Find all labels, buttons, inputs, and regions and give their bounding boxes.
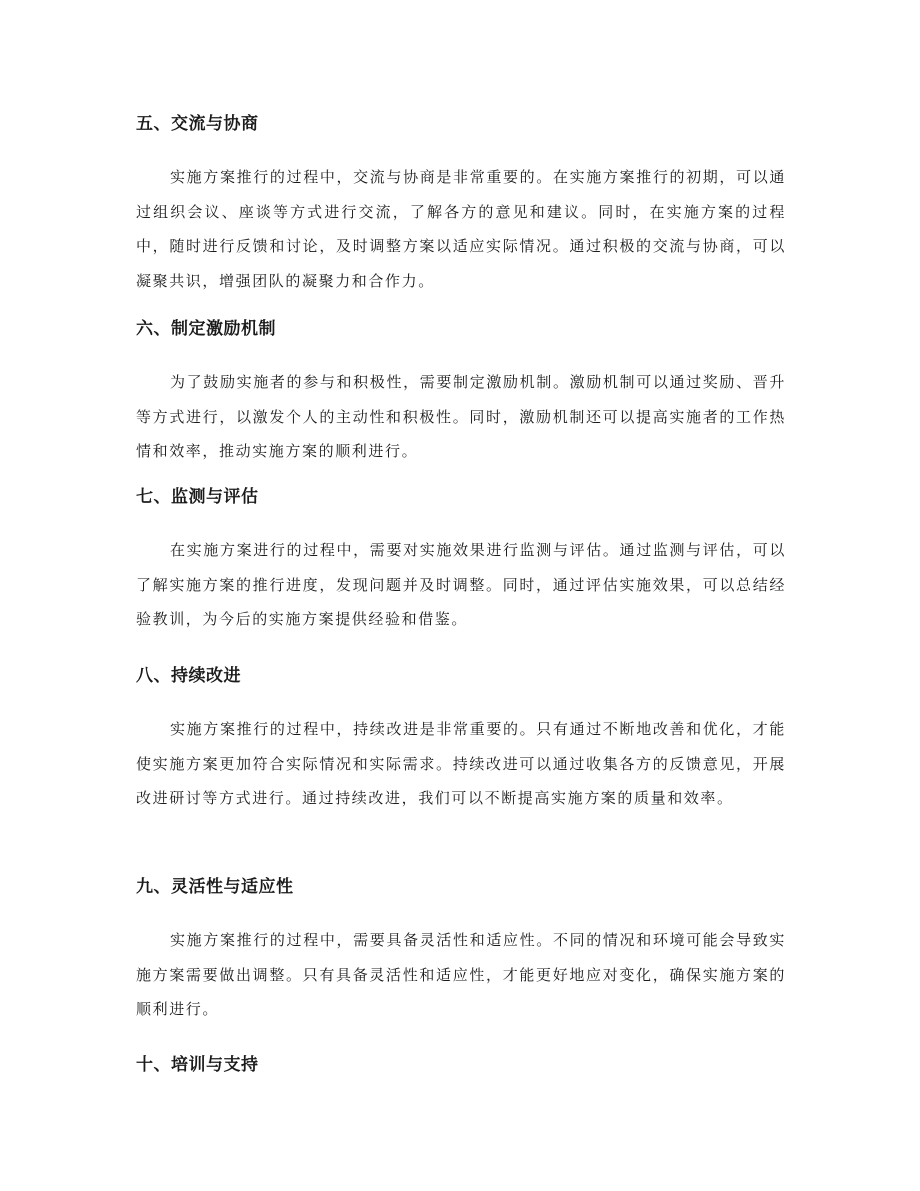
- section-training: [136, 1053, 786, 1101]
- section-improvement: [136, 664, 786, 830]
- section-flexibility: [136, 875, 786, 1041]
- section-heading: 七、监测与评估: [136, 487, 259, 507]
- section-heading: 九、灵活性与适应性: [136, 877, 294, 897]
- section-incentive: [136, 317, 786, 483]
- section-heading: 八、持续改进: [136, 666, 241, 686]
- section-heading: 五、交流与协商: [136, 114, 259, 134]
- section-monitoring: [136, 485, 786, 651]
- section-paragraph: 实施方案推行的过程中，持续改进是非常重要的。只有通过不断地改善和优化，才能使实施方案更加符合实际情况和实际需求。持续改进可以通过收集各方的反馈意见，开展改进研讨等方式进行。通过持续改进，我们可以不断提高实施方案的质量和效率。: [136, 720, 786, 807]
- section-paragraph: 为了鼓励实施者的参与和积极性，需要制定激励机制。激励机制可以通过奖励、晋升等方式进行，以激发个人的主动性和积极性。同时，激励机制还可以提高实施者的工作热情和效率，推动实施方案的顺利进行。: [136, 373, 786, 460]
- section-heading: 十、培训与支持: [136, 1055, 259, 1075]
- section-communication: [136, 112, 786, 312]
- section-paragraph: 实施方案推行的过程中，需要具备灵活性和适应性。不同的情况和环境可能会导致实施方案需要做出调整。只有具备灵活性和适应性，才能更好地应对变化，确保实施方案的顺利进行。: [136, 931, 786, 1018]
- section-heading: 六、制定激励机制: [136, 319, 276, 339]
- section-paragraph: 实施方案推行的过程中，交流与协商是非常重要的。在实施方案推行的初期，可以通过组织会议、座谈等方式进行交流，了解各方的意见和建议。同时，在实施方案的过程中，随时进行反馈和讨论，及时调整方案以适应实际情况。通过积极的交流与协商，可以凝聚共识，增强团队的凝聚力和合作力。: [136, 168, 786, 290]
- section-paragraph: 在实施方案进行的过程中，需要对实施效果进行监测与评估。通过监测与评估，可以了解实施方案的推行进度，发现问题并及时调整。同时，通过评估实施效果，可以总结经验教训，为今后的实施方案提供经验和借鉴。: [136, 541, 786, 628]
